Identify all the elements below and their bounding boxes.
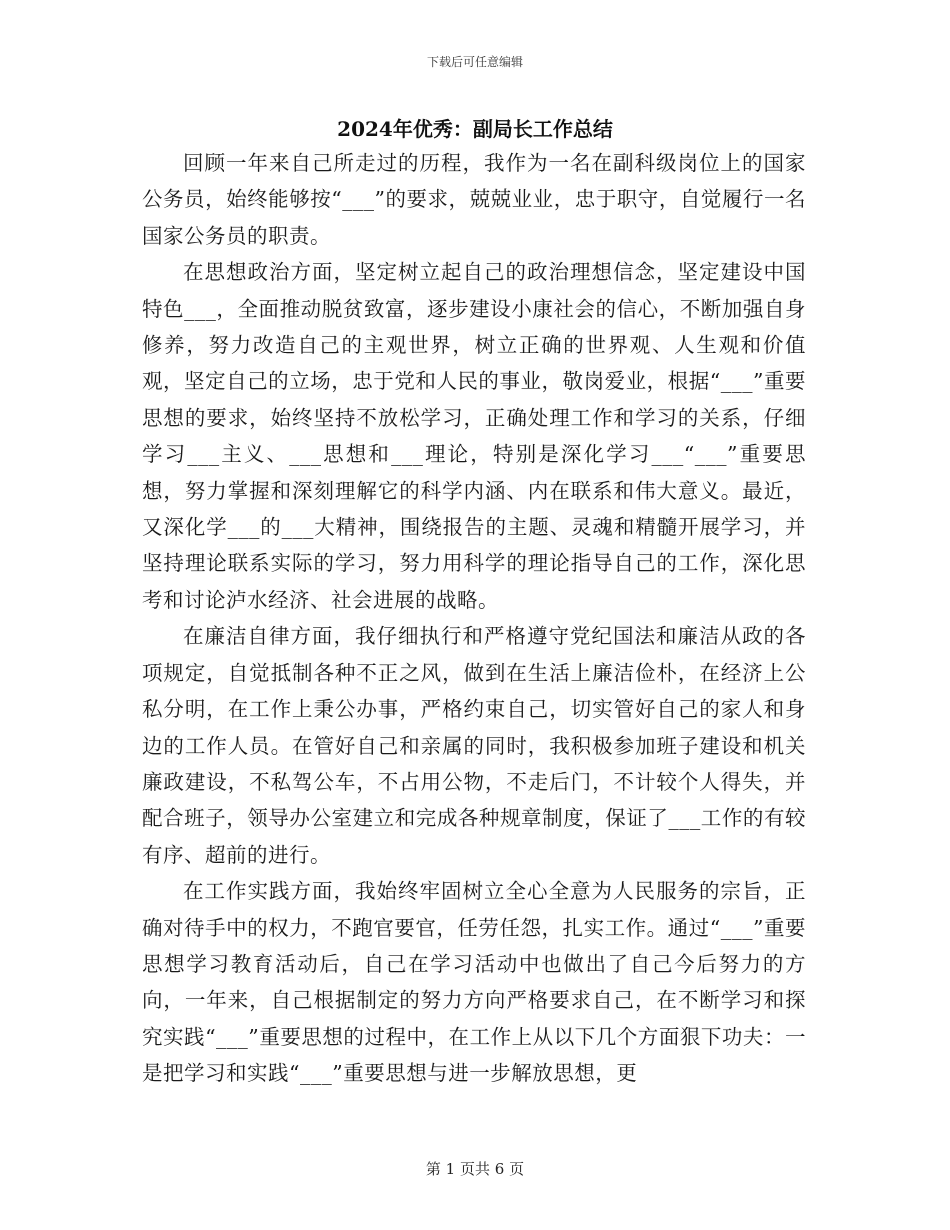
paragraph-political-thought: 在思想政治方面，坚定树立起自己的政治理想信念，坚定建设中国特色___，全面推动脱贫致富，逐步建设小康社会的信心，不断加强自身修养，努力改造自己的主观世界，树立正确的世界观、人生观和价值观，坚定自己的立场，忠于党和人民的事业，敬岗爱业，根据“___”重要思想的要求，始终坚持不放松学习，正确处理工作和学习的关系，仔细学习___主义、___思想和___理论，特别是深化学习___“___”重要思想，努力掌握和深刻理解它的科学内涵、内在联系和伟大意义。最近，又深化学___的___大精神，围绕报告的主题、灵魂和精髓开展学习，并坚持理论联系实际的学习，努力用科学的理论指导自己的工作，深化思考和讨论泸水经济、社会进展的战略。	[142, 260, 806, 612]
page-number: 第 1 页共 6 页	[425, 1160, 525, 1178]
paragraph-integrity: 在廉洁自律方面，我仔细执行和严格遵守党纪国法和廉洁从政的各项规定，自觉抵制各种不正之风，做到在生活上廉洁俭朴，在经济上公私分明，在工作上秉公办事，严格约束自己，切实管好自己的家人和身边的工作人员。在管好自己和亲属的同时，我积极参加班子建设和机关廉政建设，不私驾公车，不占用公物，不走后门，不计较个人得失，并配合班子，领导办公室建立和完成各种规章制度，保证了___工作的有较有序、超前的进行。	[142, 624, 806, 867]
paragraph-intro: 回顾一年来自己所走过的历程，我作为一名在副科级岗位上的国家公务员，始终能够按“___”的要求，兢兢业业，忠于职守，自觉履行一名国家公务员的职责。	[142, 151, 806, 248]
header-note: 下载后可任意编辑	[426, 55, 523, 69]
paragraph-work-practice: 在工作实践方面，我始终牢固树立全心全意为人民服务的宗旨，正确对待手中的权力，不跑官要官，任劳任怨，扎实工作。通过“___”重要思想学习教育活动后，自己在学习活动中也做出了自己今后努力的方向，一年来，自己根据制定的努力方向严格要求自己，在不断学习和探究实践“___”重要思想的过程中，在工作上从以下几个方面狠下功夫：一是把学习和实践“___”重要思想与进一步解放思想，更	[142, 879, 806, 1086]
document-title: 2024年优秀：副局长工作总结	[337, 117, 613, 141]
document-body	[142, 145, 806, 1092]
